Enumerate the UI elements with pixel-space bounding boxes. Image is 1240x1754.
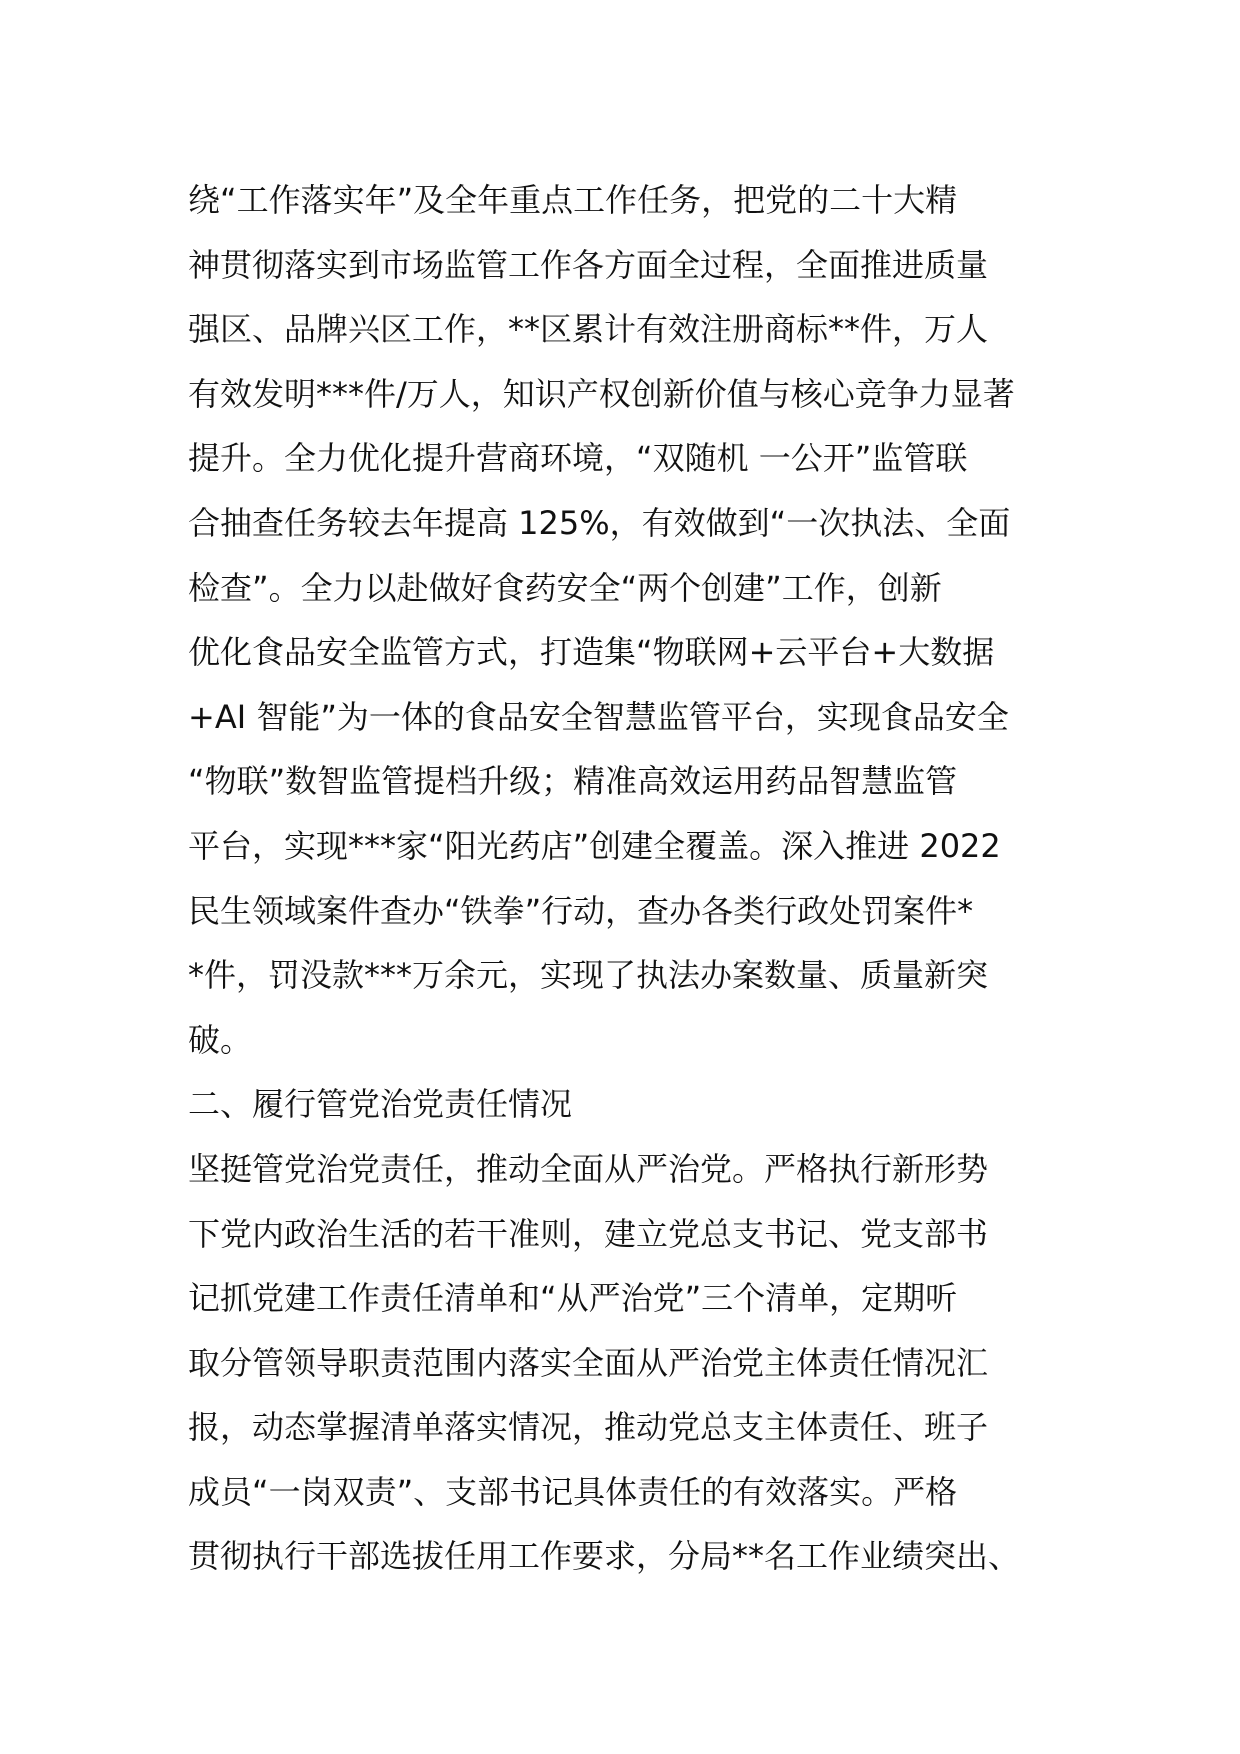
text-line: 报，动态掌握清单落实情况，推动党总支主体责任、班子 [188, 1408, 989, 1447]
text-line: 强区、品牌兴区工作，**区累计有效注册商标**件，万人 [188, 310, 989, 349]
text-line: 优化食品安全监管方式，打造集“物联网+云平台+大数据 [188, 633, 995, 672]
text-line: 检查”。全力以赴做好食药安全“两个创建”工作，创新 [188, 568, 942, 607]
text-line: 平台，实现***家“阳光药店”创建全覆盖。深入推进 2022 [188, 826, 1001, 865]
text-line: 提升。全力优化提升营商环境，“双随机 一公开”监管联 [188, 439, 968, 478]
text-line: 民生领域案件查办“铁拳”行动，查办各类行政处罚案件* [188, 891, 974, 930]
text-line: +AI 智能”为一体的食品安全智慧监管平台，实现食品安全 [188, 697, 1009, 736]
text-line: 破。 [188, 1020, 253, 1059]
text-line: *件，罚没款***万余元，实现了执法办案数量、质量新突 [188, 956, 989, 995]
document-body [188, 168, 1088, 1589]
text-line: 取分管领导职责范围内落实全面从严治党主体责任情况汇 [188, 1343, 989, 1382]
section-heading: 二、履行管党治党责任情况 [188, 1085, 573, 1124]
text-line: 合抽查任务较去年提高 125%，有效做到“一次执法、全面 [188, 503, 1011, 542]
text-line: 成员“一岗双责”、支部书记具体责任的有效落实。严格 [188, 1472, 958, 1511]
text-line: 神贯彻落实到市场监管工作各方面全过程，全面推进质量 [188, 245, 989, 284]
text-line: 下党内政治生活的若干准则，建立党总支书记、党支部书 [188, 1214, 989, 1253]
text-line: 记抓党建工作责任清单和“从严治党”三个清单，定期听 [188, 1279, 958, 1318]
text-line: 绕“工作落实年”及全年重点工作任务，把党的二十大精 [188, 181, 958, 219]
text-line: 贯彻执行干部选拔任用工作要求，分局**名工作业绩突出、 [188, 1537, 1021, 1576]
text-line: 有效发明***件/万人，知识产权创新价值与核心竞争力显著 [188, 374, 1015, 413]
text-line: 坚挺管党治党责任，推动全面从严治党。严格执行新形势 [188, 1149, 989, 1188]
text-line: “物联”数智监管提档升级；精准高效运用药品智慧监管 [188, 762, 958, 801]
